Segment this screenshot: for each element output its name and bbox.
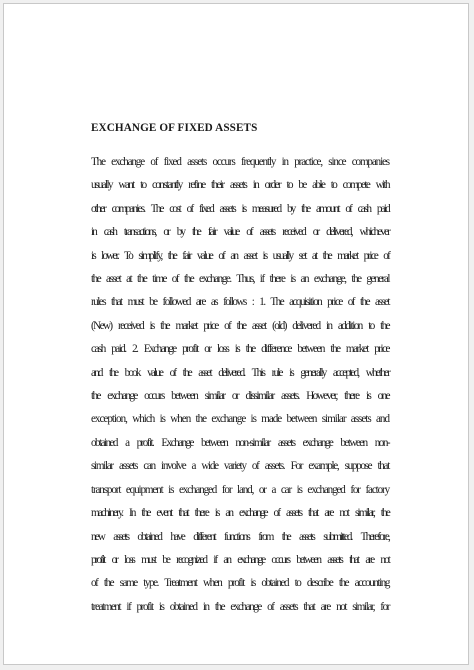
- paragraph-line: in cash transactions, or by the fair value of assets received or delivered, whichever: [91, 226, 389, 239]
- paragraph-line: other companies. The cost of fixed assets is measured by the amount of cash paid: [91, 202, 389, 215]
- paragraph-line: usually want to constantly refine their assets in order to be able to compete with: [91, 179, 389, 192]
- paragraph-line: transport equipment is exchanged for land, or a car is exchanged for factory: [91, 483, 389, 496]
- paragraph-line: profit or loss must be recognized if an exchange occurs between assets that are not: [91, 553, 389, 566]
- paragraph-line: (New) received is the market price of the asset (old) delivered in addition to the: [91, 319, 389, 332]
- paragraph-line: and the book value of the asset delivered. This rule is generally accepted, whether: [91, 366, 389, 379]
- paragraph-line: new assets obtained have different functions from the assets submitted. Therefore,: [91, 530, 389, 543]
- page-content: [91, 121, 389, 619]
- paragraph-line: cash paid. 2. Exchange profit or loss is the difference between the market price: [91, 343, 389, 356]
- paragraph-line: the asset at the time of the exchange. Thus, if there is an exchange, the general: [91, 273, 389, 286]
- paragraph-line: exception, which is when the exchange is made between similar assets and: [91, 413, 389, 426]
- body-paragraph: [91, 151, 389, 619]
- paragraph-line: the exchange occurs between similar or dissimilar assets. However, there is one: [91, 390, 389, 403]
- paragraph-line: rules that must be followed are as follows : 1. The acquisition price of the asset: [91, 296, 389, 309]
- paragraph-line: treatment if profit is obtained in the exchange of assets that are not similar, for: [91, 600, 389, 613]
- paragraph-line: The exchange of fixed assets occurs frequently in practice, since companies: [91, 156, 389, 168]
- paragraph-line: is lower. To simplify, the fair value of an asset is usually set at the market price of: [91, 249, 389, 262]
- paragraph-line: similar assets can involve a wide variety of assets. For example, suppose that: [91, 460, 389, 473]
- paragraph-line: machinery. In the event that there is an exchange of assets that are not similar, the: [91, 507, 389, 520]
- document-page: [3, 3, 469, 665]
- paragraph-line: obtained a profit. Exchange between non-similar assets exchange between non-: [91, 436, 389, 449]
- paragraph-line: of the same type. Treatment when profit is obtained to describe the accounting: [91, 577, 389, 590]
- section-heading: EXCHANGE OF FIXED ASSETS: [91, 122, 258, 134]
